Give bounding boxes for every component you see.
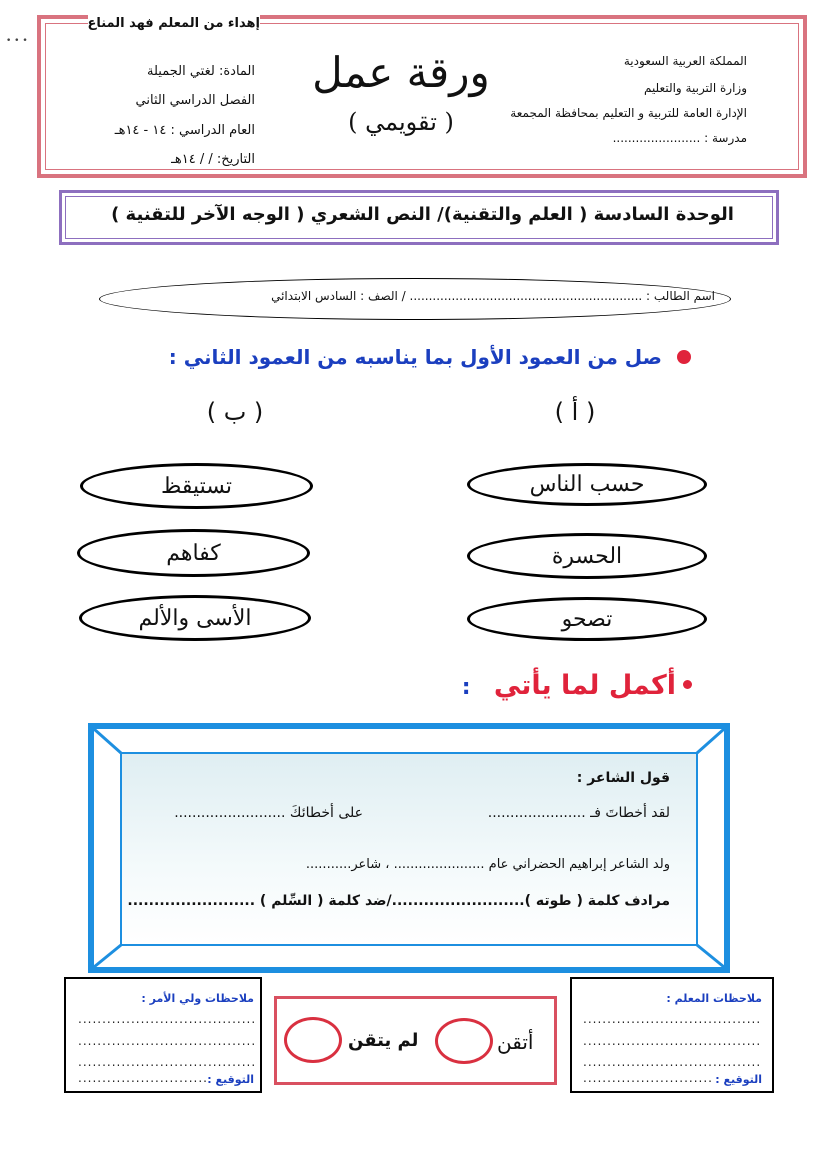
- bullet-icon: [677, 350, 691, 364]
- page-subtitle: ( تقويمي ): [348, 108, 454, 136]
- verse-start-blank[interactable]: لقد أخطاتَ فـ ......................: [487, 805, 670, 821]
- column-a-heading: ( أ ): [554, 398, 596, 426]
- directorate-label: الإدارة العامة للتربية و التعليم بمحافظة المجمعة: [510, 106, 747, 120]
- parent-notes-line[interactable]: .....................................: [78, 1012, 257, 1026]
- school-label: مدرسة : .......................: [612, 131, 747, 145]
- not-mastered-circle[interactable]: [284, 1017, 342, 1063]
- teacher-signature-line[interactable]: ...........................: [583, 1071, 713, 1085]
- subject-label: المادة: لغتي الجميلة: [147, 64, 255, 79]
- synonym-antonym-blank[interactable]: مرادف كلمة ( طوته )........................./ضد كلمة ( السِّلم ) ........................: [127, 893, 670, 909]
- match-b-item-3[interactable]: [79, 595, 311, 641]
- parent-signature-label: التوقيع :: [207, 1073, 254, 1086]
- parent-notes-label: ملاحظات ولي الأمر :: [141, 992, 254, 1005]
- year-label: العام الدراسي : ١٤ - ١٤هـ: [114, 123, 255, 138]
- match-a-text: تصحو: [561, 606, 613, 632]
- student-info-text[interactable]: اسم الطالب : ............................................................. / الصف : السادس الابتدائي: [271, 289, 715, 303]
- dedication-label: إهداء من المعلم فهد المناع: [88, 12, 260, 36]
- date-label: التاريخ: / / ١٤هـ: [171, 152, 255, 167]
- unit-banner-text: الوحدة السادسة ( العلم والتقنية)/ النص الشعري ( الوجه الآخر للتقنية ): [111, 204, 734, 225]
- not-mastered-label: لم يتقن: [348, 1030, 419, 1051]
- mastered-circle[interactable]: [435, 1018, 493, 1064]
- column-b-heading: ( ب ): [206, 398, 264, 426]
- question2-title: [420, 670, 676, 701]
- question2-title-text: أكمل لما يأتي: [493, 670, 676, 701]
- parent-signature-line[interactable]: ...........................: [78, 1071, 208, 1085]
- match-b-item-1[interactable]: [80, 463, 313, 509]
- teacher-notes-line[interactable]: .....................................: [583, 1034, 762, 1048]
- match-a-text: حسب الناس: [529, 472, 645, 497]
- match-a-item-1[interactable]: [467, 463, 707, 506]
- mastered-label: أتقن: [497, 1030, 534, 1054]
- poet-heading: قول الشاعر :: [576, 770, 670, 786]
- page-title: ورقة عمل: [312, 48, 490, 97]
- teacher-signature-label: التوقيع :: [715, 1073, 762, 1086]
- question2-colon: :: [461, 675, 471, 700]
- match-a-text: الحسرة: [551, 543, 623, 569]
- match-b-text: الأسى والألم: [138, 605, 252, 631]
- semester-label: الفصل الدراسي الثاني: [135, 93, 255, 108]
- parent-notes-line[interactable]: .....................................: [78, 1034, 257, 1048]
- teacher-notes-line[interactable]: .....................................: [583, 1055, 762, 1069]
- match-b-text: كفاهم: [166, 540, 221, 566]
- match-b-text: تستيقظ: [160, 473, 233, 499]
- poet-birth-blank[interactable]: ولد الشاعر إبراهيم الحضراني عام ...................... ، شاعر...........: [305, 857, 670, 872]
- question1-title: صل من العمود الأول بما يناسبه من العمود الثاني :: [168, 345, 662, 369]
- match-b-item-2[interactable]: [77, 529, 310, 577]
- teacher-notes-label: ملاحظات المعلم :: [666, 992, 762, 1005]
- teacher-notes-line[interactable]: .....................................: [583, 1012, 762, 1026]
- verse-middle-blank[interactable]: على أخطائكَ .........................: [174, 805, 363, 821]
- ministry-label: وزارة التربية والتعليم: [643, 81, 747, 95]
- bullet-icon: [683, 680, 692, 689]
- match-a-item-2[interactable]: [467, 533, 707, 579]
- match-a-item-3[interactable]: [467, 597, 707, 641]
- corner-mark: • • •: [6, 36, 28, 46]
- kingdom-label: المملكة العربية السعودية: [623, 54, 747, 68]
- parent-notes-line[interactable]: .....................................: [78, 1055, 257, 1069]
